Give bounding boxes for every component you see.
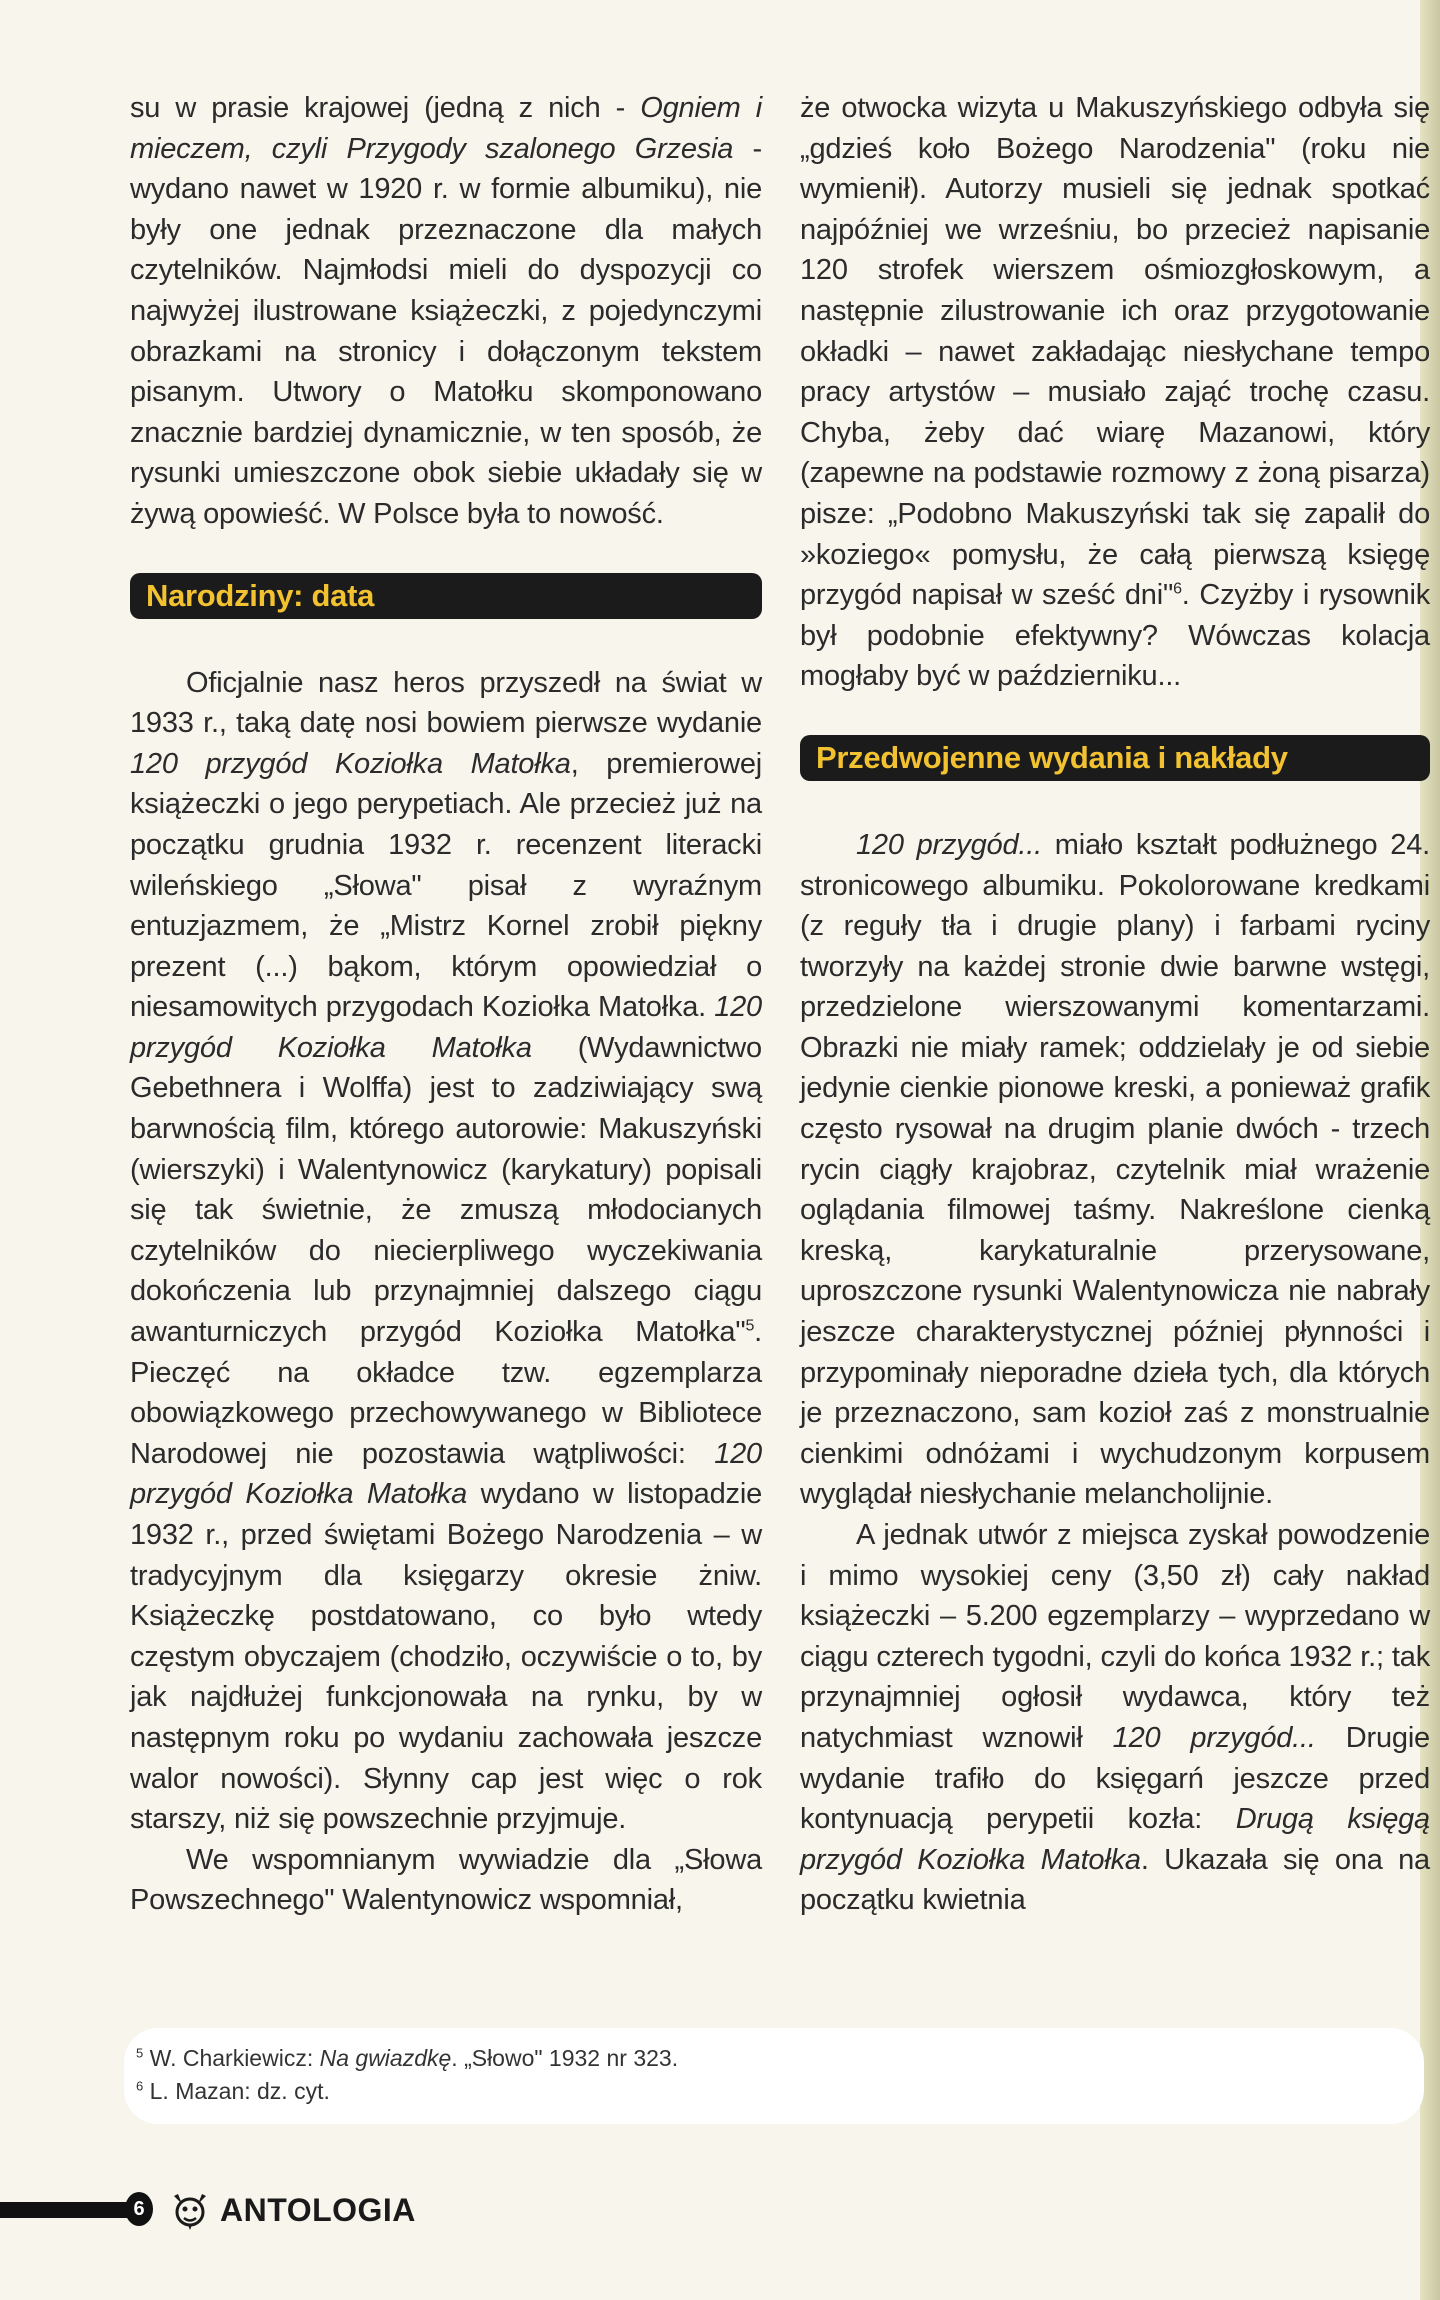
section-heading-narodziny: Narodziny: data (130, 573, 762, 619)
footer-bar (0, 2202, 140, 2218)
right-paragraph-3: A jednak utwór z miejsca zyskał powodzenie i mimo wysokiej ceny (3,50 zł) cały nakład książeczki – 5.200 egzemplarzy – wyprzedano w ciągu czterech tygodni, czyli do końca 1932 r.; tak przynajmniej ogłosił wydawca, który też natychmiast wznowił 120 przygód... Drugie wydanie trafiło do księgarń jeszcze przed kontynuacją perypetii kozła: Drugą księgą przygód Koziołka Matołka. Ukazała się ona na początku kwietnia (800, 1519, 1430, 1917)
footnote-ref-6: 6 (1173, 580, 1182, 598)
right-paragraph-1: że otwocka wizyta u Makuszyńskiego odbyła się „gdzieś koło Bożego Narodzenia" (roku nie wymienił). Autorzy musieli się jednak spotkać najpóźniej we wrześniu, bo przecież napisanie 120 strofek wierszem ośmiozgłoskowym, a następnie zilustrowanie ich oraz przygotowanie okładki – nawet zakładając niesłychane tempo pracy artystów – musiało zająć trochę czasu. Chyba, żeby dać wiarę Mazanowi, który (zapewne na podstawie rozmowy z żoną pisarza) pisze: „Podobno Makuszyński tak się zapalił do »koziego« pomysłu, że całą pierwszą księgę przygód napisał w sześć dni"$^6$. Czyżby i rysownik był podobnie efektywny? Wówczas kolacja mogłaby być w październiku... (800, 92, 1431, 693)
left-paragraph-3: We wspomnianym wywiadzie dla „Słowa Powszechnego" Walentynowicz wspomniał, (130, 1843, 762, 1917)
goat-logo-icon (168, 2190, 212, 2230)
footnotes-box (124, 2028, 1424, 2124)
left-column (130, 88, 762, 1921)
footnote-6: $^6$ L. Mazan: dz. cyt. (136, 2078, 330, 2104)
footnote-ref-5: 5 (745, 1317, 755, 1335)
right-paragraph-2: 120 przygód... miało kształt podłużnego 24. stronicowego albumiku. Pokolorowane kredkami (z reguły tła i drugie plany) i farbami ryciny tworzyły na każdej stronie dwie barwne wstęgi, przedzielone wierszowanymi komentarzami. Obrazki nie miały ramek; oddzielały je od siebie jedynie cienkie pionowe kreski, a ponieważ grafik często rysował na drugim planie dwóch - trzech rycin ciągły krajobraz, czytelnik miał wrażenie oglądania filmowej taśmy. Nakreślone cienką kreską, karykaturalnie przerysowane, uproszczone rysunki Walentynowicza nie nabrały jeszcze charakterystycznej później płynności i przypominały nieporadne dzieła tych, dla których je przeznaczono, sam kozioł zaś z monstrualnie cienkimi odnóżami i wychudzonym korpusem wyglądał niesłychanie melancholijnie. (800, 828, 1430, 1511)
footnote-5: $^5$ W. Charkiewicz: Na gwiazdkę. „Słowo" 1932 nr 323. (136, 2045, 679, 2071)
left-paragraph-1: su w prasie krajowej (jedną z nich - Ogniem i mieczem, czyli Przygody szalonego Grzesia - wydano nawet w 1920 r. w formie albumiku), nie były one jednak przeznaczone dla małych czytelników. Najmłodsi mieli do dyspozycji co najwyżej ilustrowane książeczki, z pojedynczymi obrazkami na stronicy i dołączonym tekstem pisanym. Utwory o Matołku skomponowano znacznie bardziej dynamicznie, w ten sposób, że rysunki umieszczone obok siebie układały się w żywą opowieść. W Polsce była to nowość. (130, 92, 762, 530)
left-paragraph-2: Oficjalnie nasz heros przyszedł na świat w 1933 r., taką datę nosi bowiem pierwsze wydanie 120 przygód Koziołka Matołka, premierowej książeczki o jego perypetiach. Ale przecież już na początku grudnia 1932 r. recenzent literacki wileńskiego „Słowa" pisał z wyraźnym entuzjazmem, że „Mistrz Kornel zrobił piękny prezent (...) bąkom, którym opowiedział o niesamowitych przygodach Koziołka Matołka. 120 przygód Koziołka Matołka (Wydawnictwo Gebethnera i Wolffa) jest to zadziwiający swą barwnością film, którego autorowie: Makuszyński (wierszyki) i Walentynowicz (karykatury) popisali się tak świetnie, że zmuszą młodocianych czytelników do niecierpliwego wyczekiwania dokończenia lub przynajmniej dalszego ciągu awanturniczych przygód Koziołka Matołka"$^5$. Pieczęć na okładce tzw. egzemplarza obowiązkowego przechowywanego w Bibliotece Narodowej nie pozostawia wątpliwości: 120 przygód Koziołka Matołka wydano w listopadzie 1932 r., przed świętami Bożego Narodzenia – w tradycyjnym dla księgarzy okresie żniw. Książeczkę postdatowano, co było wtedy częstym obyczajem (chodziło, oczywiście o to, by jak najdłużej funkcjonowała na rynku, by w następnym roku po wydaniu zachowała jeszcze walor nowości). Słynny cap jest więc o rok starszy, niż się powszechnie przyjmuje. (130, 666, 762, 1836)
page-number: 6 (125, 2192, 153, 2226)
right-column (800, 88, 1430, 1921)
section-heading-przedwojenne: Przedwojenne wydania i nakłady (800, 735, 1430, 781)
brand-antologia: ANTOLOGIA (220, 2192, 416, 2228)
